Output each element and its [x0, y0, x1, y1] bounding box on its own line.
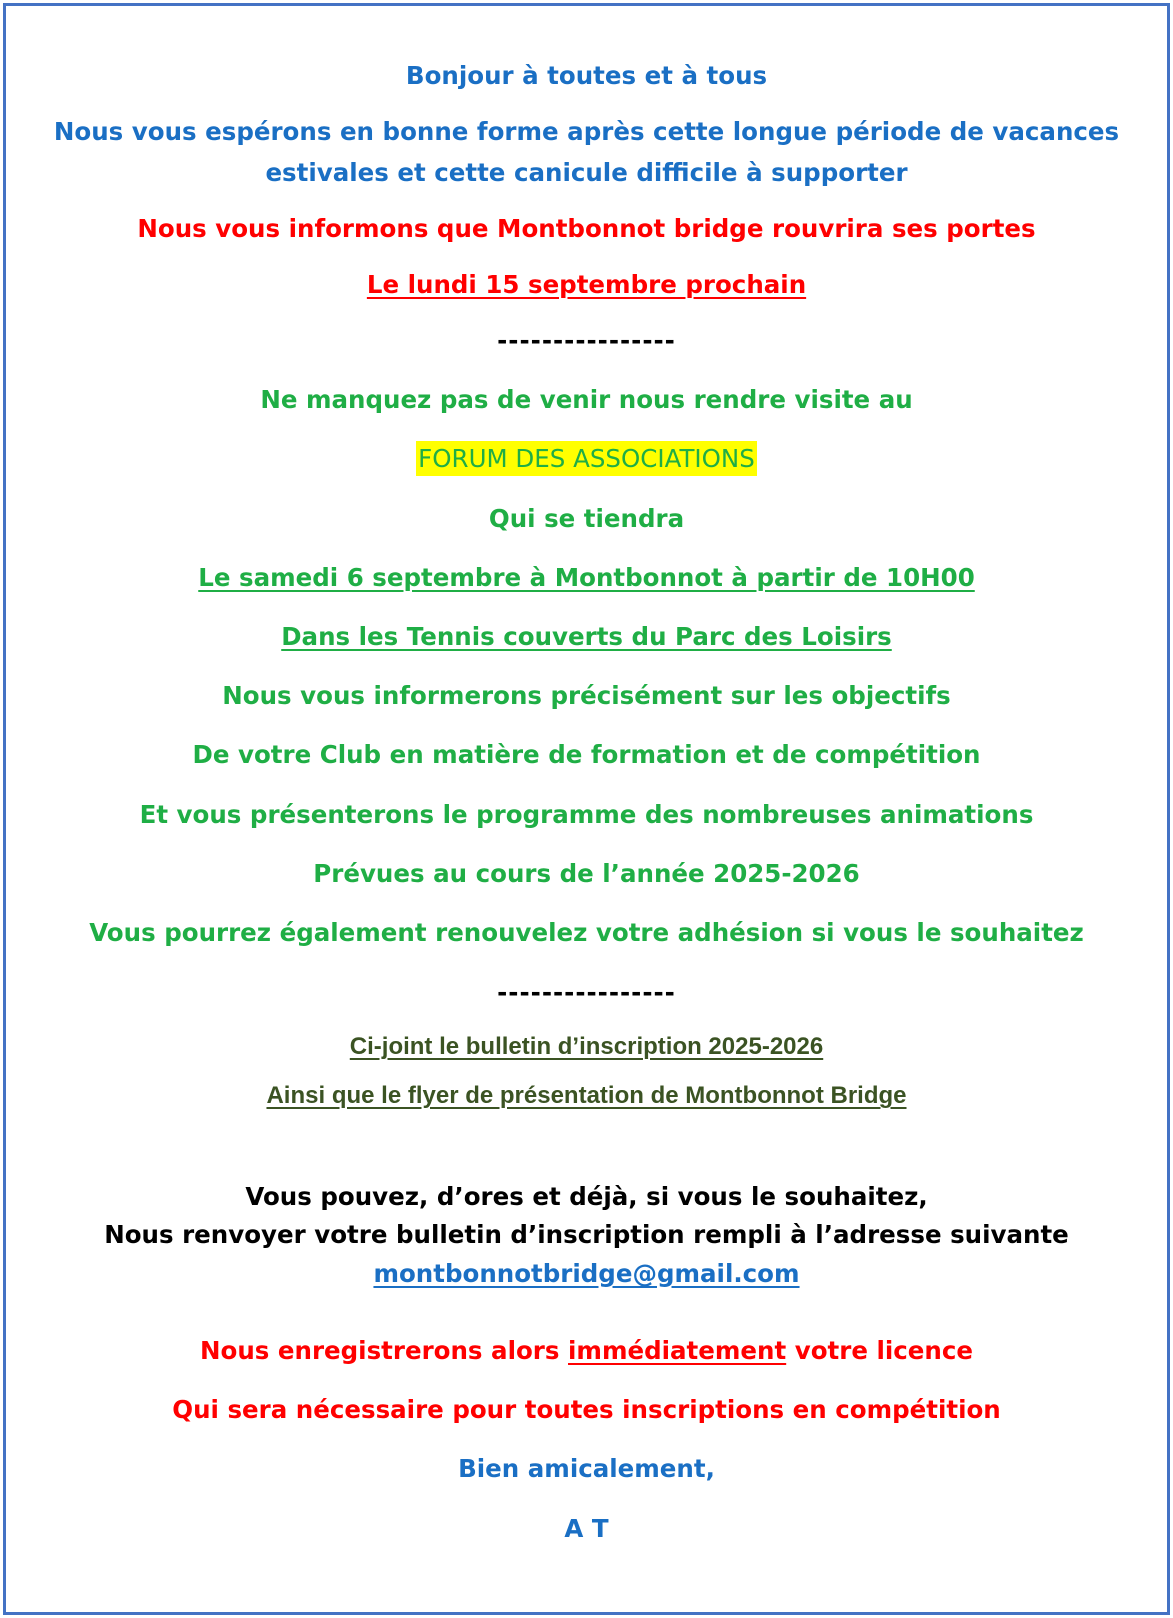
email-line	[6, 1257, 1167, 1291]
reopen-info: Nous vous informons que Montbonnot bridge rouvrira ses portes	[137, 214, 1036, 243]
separator-2: ----------------	[497, 978, 676, 1007]
info-club: De votre Club en matière de formation et de compétition	[192, 740, 981, 769]
forum-date-line	[6, 561, 1167, 595]
info-renew: Vous pourrez également renouvelez votre adhésion si vous le souhaitez	[89, 918, 1084, 947]
attachment-bulletin[interactable]: Ci-joint le bulletin d’inscription 2025-2026	[349, 1033, 824, 1060]
forum-place: Dans les Tennis couverts du Parc des Loisirs	[281, 622, 892, 651]
return-line-1: Vous pouvez, d’ores et déjà, si vous le souhaitez,	[245, 1182, 928, 1211]
forum-place-line	[6, 620, 1167, 654]
license-post: votre licence	[786, 1336, 973, 1365]
info-program: Et vous présenterons le programme des nombreuses animations	[139, 800, 1034, 829]
license-pre: Nous enregistrerons alors	[200, 1336, 569, 1365]
reopen-date-line	[6, 268, 1167, 302]
separator-1: ----------------	[497, 326, 676, 355]
attachment-flyer-line	[6, 1079, 1167, 1113]
forum-title-line	[6, 442, 1167, 476]
greeting-line: Bonjour à toutes et à tous	[405, 61, 768, 90]
attachment-flyer[interactable]: Ainsi que le flyer de présentation de Montbonnot Bridge	[266, 1082, 907, 1109]
forum-held: Qui se tiendra	[488, 504, 685, 533]
wish-line-1: Nous vous espérons en bonne forme après cette longue période de vacances	[53, 117, 1120, 146]
closing: Bien amicalement,	[458, 1454, 715, 1483]
signature: A T	[564, 1514, 609, 1543]
wish-line-2: estivales et cette canicule difficile à supporter	[265, 158, 908, 187]
license-line	[6, 1334, 1167, 1368]
license-required: Qui sera nécessaire pour toutes inscriptions en compétition	[172, 1395, 1001, 1424]
info-year: Prévues au cours de l’année 2025-2026	[313, 859, 860, 888]
email-link[interactable]: montbonnotbridge@gmail.com	[373, 1259, 800, 1288]
forum-title: FORUM DES ASSOCIATIONS	[416, 441, 757, 476]
license-emphasis: immédiatement	[568, 1336, 787, 1365]
visit-invite: Ne manquez pas de venir nous rendre visite au	[260, 385, 913, 414]
reopen-date: Le lundi 15 septembre prochain	[366, 270, 807, 299]
return-line-2: Nous renvoyer votre bulletin d’inscription rempli à l’adresse suivante	[104, 1220, 1069, 1249]
attachment-bulletin-line	[6, 1030, 1167, 1064]
info-objectives: Nous vous informerons précisément sur les objectifs	[222, 681, 951, 710]
forum-date: Le samedi 6 septembre à Montbonnot à partir de 10H00	[198, 563, 975, 592]
page-frame	[3, 3, 1170, 1615]
